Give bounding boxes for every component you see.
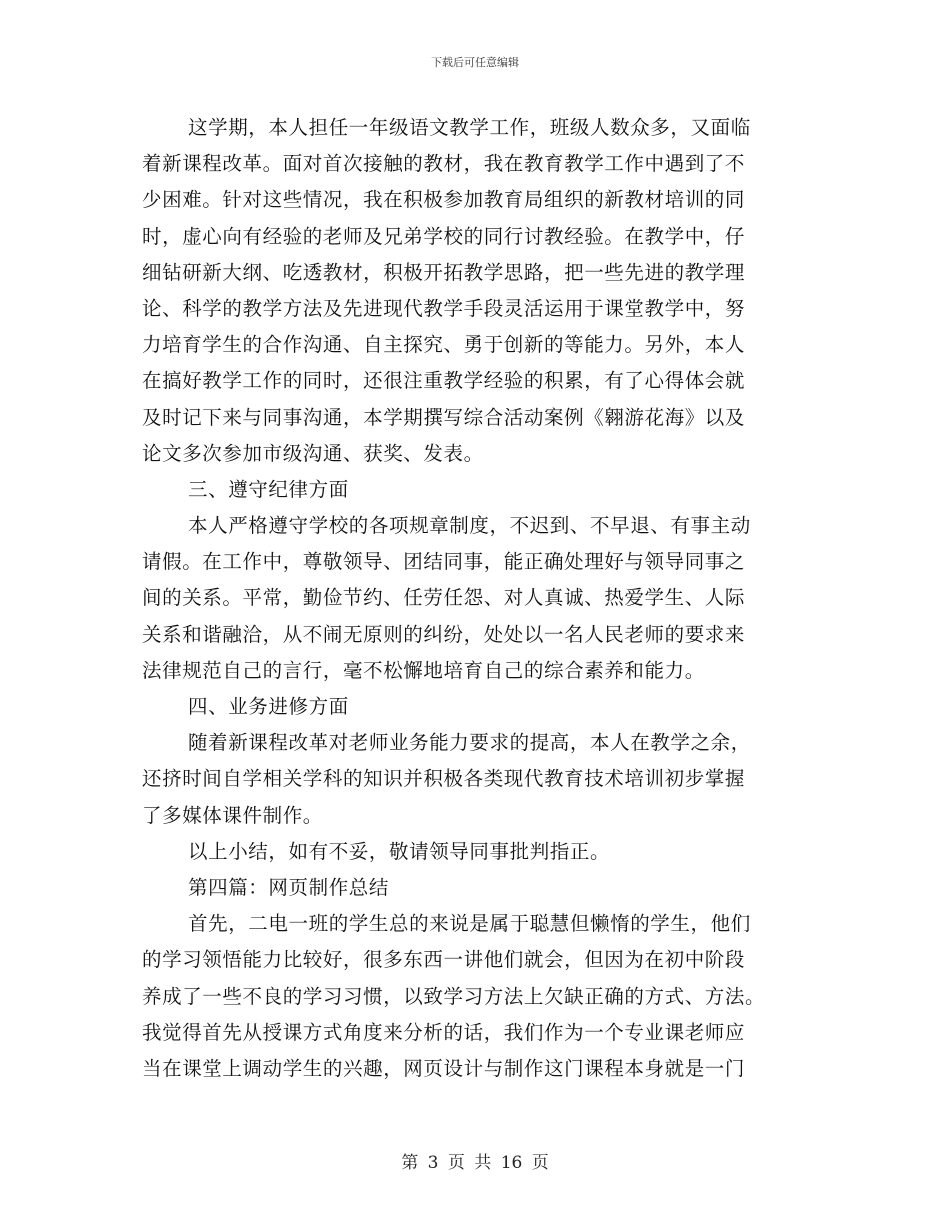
text-line: 养成了一些不良的学习习惯，以致学习方法上欠缺正确的方式、方法。 <box>142 984 766 1008</box>
text-line: 论文多次参加市级沟通、获奖、发表。 <box>142 441 484 465</box>
text-line: 首先，二电一班的学生总的来说是属于聪慧但懒惰的学生，他们 <box>188 912 751 936</box>
text-line: 三、遵守纪律方面 <box>188 477 349 501</box>
text-line: 时，虚心向有经验的老师及兄弟学校的同行讨教经验。在教学中，仔 <box>142 224 746 248</box>
text-line: 还挤时间自学相关学科的知识并积极各类现代教育技术培训初步掌握 <box>142 767 746 791</box>
text-line: 以上小结，如有不妥，敬请领导同事批判指正。 <box>188 839 611 863</box>
text-line: 了多媒体课件制作。 <box>142 803 323 827</box>
text-line: 这学期，本人担任一年级语文教学工作，班级人数众多，又面临 <box>188 116 751 139</box>
text-line: 着新课程改革。面对首次接触的教材，我在教育教学工作中遇到了不 <box>142 152 746 176</box>
text-line: 我觉得首先从授课方式角度来分析的话，我们作为一个专业课老师应 <box>142 1020 746 1044</box>
text-line: 本人严格遵守学校的各项规章制度，不迟到、不早退、有事主动 <box>188 514 751 538</box>
text-line: 法律规范自己的言行，毫不松懈地培育自己的综合素养和能力。 <box>142 658 705 682</box>
page-header: 下载后可任意编辑 <box>431 56 519 69</box>
text-line: 关系和谐融洽，从不闹无原则的纠纷，处处以一名人民老师的要求来 <box>142 622 746 646</box>
text-line: 四、业务进修方面 <box>188 695 349 718</box>
document-body <box>142 110 822 1087</box>
text-line: 请假。在工作中，尊敬领导、团结同事，能正确处理好与领导同事之 <box>142 550 746 574</box>
text-line: 少困难。针对这些情况，我在积极参加教育局组织的新教材培训的同 <box>142 188 746 212</box>
text-line: 力培育学生的合作沟通、自主探究、勇于创新的等能力。另外，本人 <box>142 333 746 357</box>
text-line: 间的关系。平常，勤俭节约、任劳任怨、对人真诚、热爱学生、人际 <box>142 586 746 610</box>
text-line: 随着新课程改革对老师业务能力要求的提高，本人在教学之余， <box>188 731 751 755</box>
text-line: 第四篇：网页制作总结 <box>188 875 390 899</box>
text-line: 的学习领悟能力比较好，很多东西一讲他们就会，但因为在初中阶段 <box>142 948 746 972</box>
text-line: 在搞好教学工作的同时，还很注重教学经验的积累，有了心得体会就 <box>142 369 746 393</box>
text-line: 细钻研新大纲、吃透教材，积极开拓教学思路，把一些先进的教学理 <box>142 260 746 284</box>
page-footer: 第 3 页 共 16 页 <box>401 1153 549 1173</box>
text-line: 论、科学的教学方法及先进现代教学手段灵活运用于课堂教学中，努 <box>142 296 746 320</box>
text-line: 及时记下来与同事沟通，本学期撰写综合活动案例《翱游花海》以及 <box>142 405 746 429</box>
text-line: 当在课堂上调动学生的兴趣，网页设计与制作这门课程本身就是一门 <box>142 1056 746 1080</box>
